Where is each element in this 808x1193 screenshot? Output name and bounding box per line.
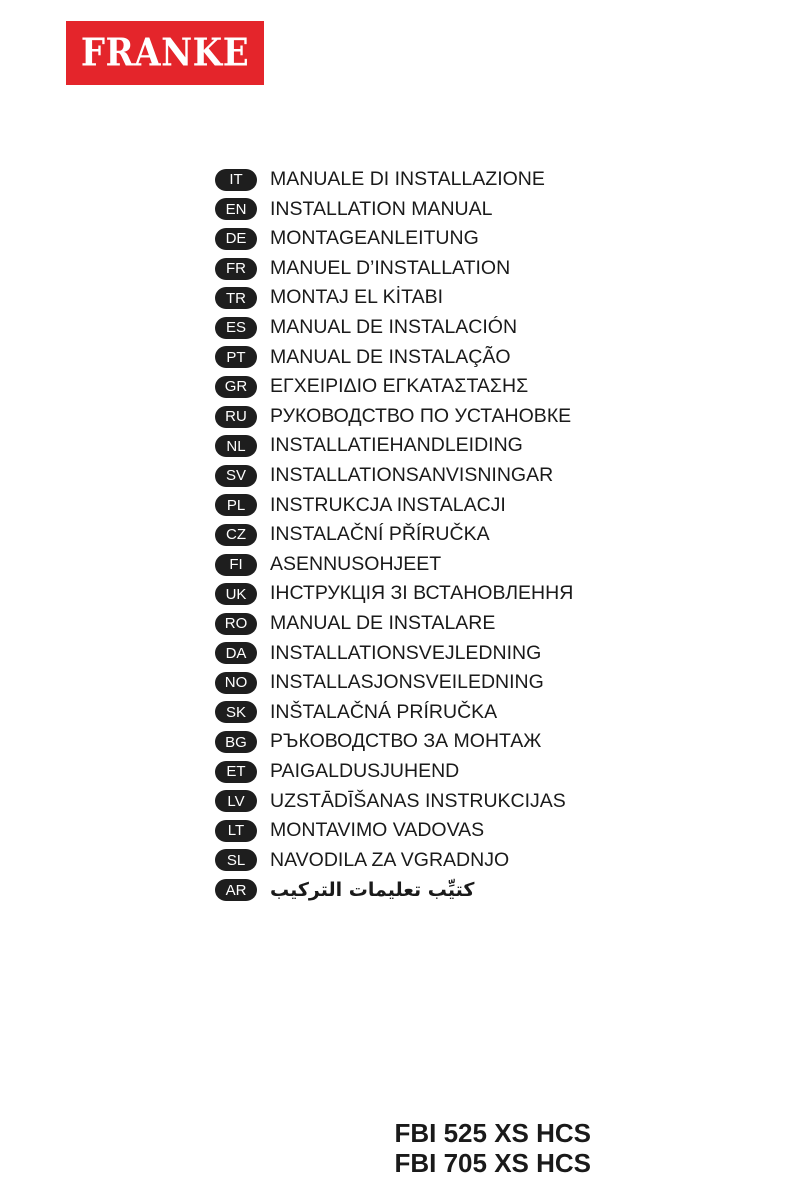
language-code-badge: LV xyxy=(215,790,257,812)
manual-title: PAIGALDUSJUHEND xyxy=(270,759,460,782)
language-code-badge: BG xyxy=(215,731,257,753)
manual-title: ASENNUSOHJEET xyxy=(270,552,442,575)
manual-title: MANUALE DI INSTALLAZIONE xyxy=(270,168,545,191)
language-code-badge: NO xyxy=(215,672,257,694)
language-row-da xyxy=(215,639,573,669)
manual-title: РЪКОВОДСТВО ЗА МОНТАЖ xyxy=(270,730,542,753)
manual-title: INSTALLASJONSVEILEDNING xyxy=(270,671,544,694)
manual-title: ІНСТРУКЦІЯ ЗІ ВСТАНОВЛЕННЯ xyxy=(270,582,574,605)
language-code-badge: GR xyxy=(215,376,257,398)
language-row-uk xyxy=(215,579,573,609)
language-code-badge: PL xyxy=(215,494,257,516)
language-code-badge: LT xyxy=(215,820,257,842)
manual-title: РУКОВОДСТВО ПО УСТАНОВКЕ xyxy=(270,404,572,427)
model-numbers xyxy=(394,1118,591,1178)
language-row-sv xyxy=(215,461,573,491)
language-code-badge: PT xyxy=(215,346,257,368)
language-row-cz xyxy=(215,520,573,550)
language-row-fr xyxy=(215,254,573,284)
language-code-badge: CZ xyxy=(215,524,257,546)
manual-title: INSTALLATIONSVEJLEDNING xyxy=(270,641,542,664)
language-code-badge: RO xyxy=(215,613,257,635)
manual-title: INSTALLATION MANUAL xyxy=(270,197,493,220)
manual-title: INŠTALAČNÁ PRÍRUČKA xyxy=(270,700,498,723)
manual-title: كتيِّب تعليمات التركيب xyxy=(270,878,475,901)
language-row-et xyxy=(215,757,573,787)
language-code-badge: DA xyxy=(215,642,257,664)
language-row-bg xyxy=(215,727,573,757)
language-row-ro xyxy=(215,609,573,639)
language-code-badge: FR xyxy=(215,258,257,280)
language-row-it xyxy=(215,165,573,195)
language-code-badge: DE xyxy=(215,228,257,250)
language-code-badge: FI xyxy=(215,554,257,576)
brand-name: FRANKE xyxy=(80,30,250,76)
language-row-en xyxy=(215,195,573,225)
language-row-de xyxy=(215,224,573,254)
model-number: FBI 705 XS HCS xyxy=(394,1148,591,1178)
language-row-pt xyxy=(215,343,573,373)
language-code-badge: EN xyxy=(215,198,257,220)
language-code-badge: RU xyxy=(215,406,257,428)
language-row-sl xyxy=(215,846,573,876)
language-row-no xyxy=(215,668,573,698)
language-row-fi xyxy=(215,550,573,580)
manual-title: MANUAL DE INSTALARE xyxy=(270,611,496,634)
language-code-badge: AR xyxy=(215,879,257,901)
language-code-badge: UK xyxy=(215,583,257,605)
manual-title: MANUEL D’INSTALLATION xyxy=(270,256,511,279)
franke-logo xyxy=(66,21,264,85)
manual-title: MONTAVIMO VADOVAS xyxy=(270,819,485,842)
language-row-ru xyxy=(215,402,573,432)
language-code-badge: SL xyxy=(215,849,257,871)
language-row-ar xyxy=(215,875,573,905)
language-row-lv xyxy=(215,786,573,816)
language-code-badge: TR xyxy=(215,287,257,309)
language-row-pl xyxy=(215,491,573,521)
manual-title: MONTAJ EL KİTABI xyxy=(270,286,443,309)
language-row-tr xyxy=(215,283,573,313)
language-code-badge: ES xyxy=(215,317,257,339)
language-code-badge: NL xyxy=(215,435,257,457)
language-list xyxy=(215,165,573,905)
model-number: FBI 525 XS HCS xyxy=(394,1118,591,1148)
manual-title: INSTALLATIONSANVISNINGAR xyxy=(270,463,554,486)
manual-title: INSTRUKCJA INSTALACJI xyxy=(270,493,506,516)
manual-title: UZSTĀDĪŠANAS INSTRUKCIJAS xyxy=(270,789,566,812)
language-row-es xyxy=(215,313,573,343)
language-code-badge: SK xyxy=(215,701,257,723)
manual-title: MANUAL DE INSTALAÇÃO xyxy=(270,345,511,368)
manual-title: INSTALLATIEHANDLEIDING xyxy=(270,434,523,457)
language-row-gr xyxy=(215,372,573,402)
language-row-nl xyxy=(215,431,573,461)
manual-title: ΕΓΧΕΙΡΙΔΙΟ ΕΓΚΑΤΑΣΤΑΣΗΣ xyxy=(270,375,529,398)
manual-title: INSTALAČNÍ PŘÍRUČKA xyxy=(270,523,490,546)
language-code-badge: SV xyxy=(215,465,257,487)
language-code-badge: IT xyxy=(215,169,257,191)
language-code-badge: ET xyxy=(215,761,257,783)
manual-title: MONTAGEANLEITUNG xyxy=(270,227,479,250)
manual-title: NAVODILA ZA VGRADNJO xyxy=(270,848,510,871)
manual-title: MANUAL DE INSTALACIÓN xyxy=(270,316,518,339)
language-row-lt xyxy=(215,816,573,846)
language-row-sk xyxy=(215,698,573,728)
